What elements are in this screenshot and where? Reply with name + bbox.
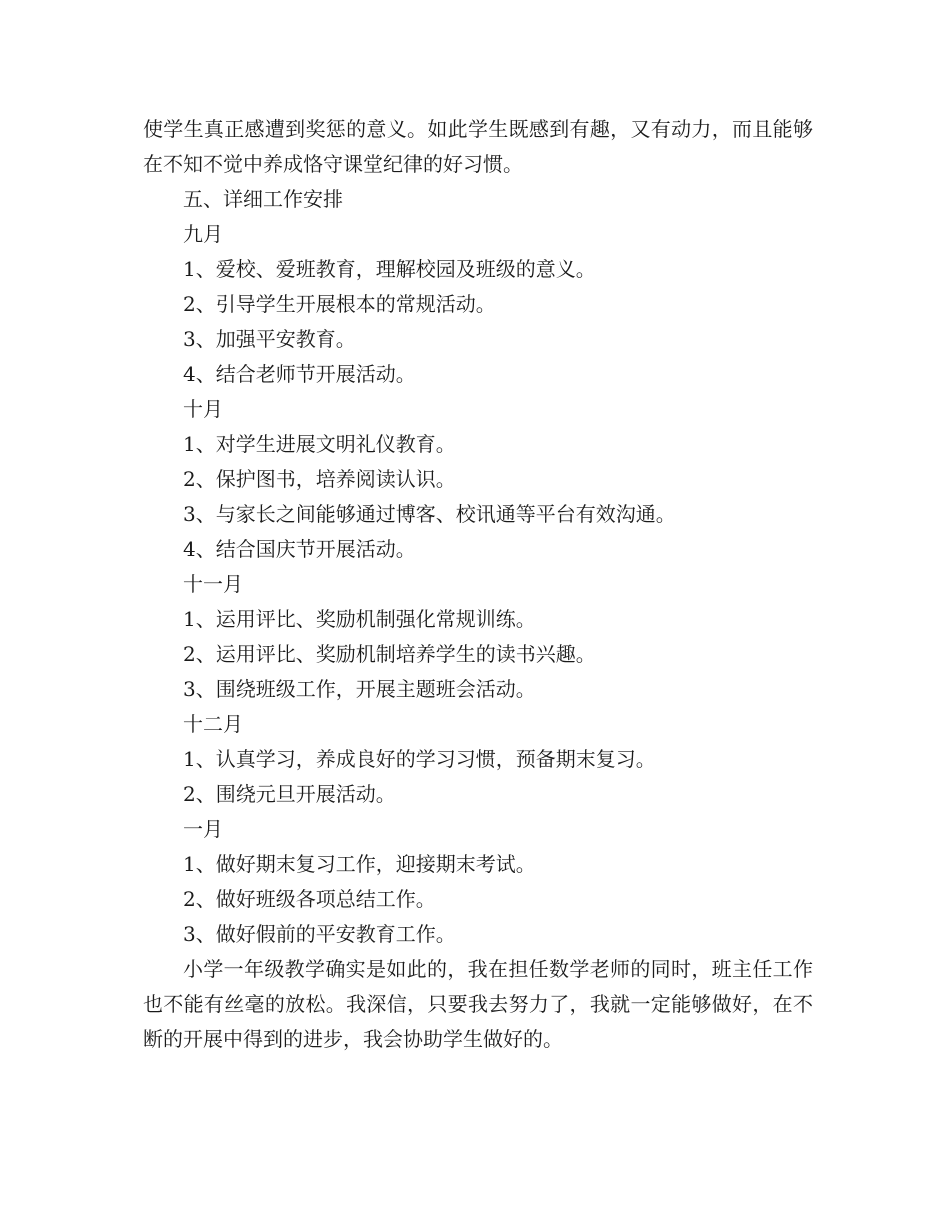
month-heading-september: 九月 <box>183 222 223 246</box>
list-item: 1、爱校、爱班教育，理解校园及班级的意义。 <box>183 257 596 281</box>
month-heading-october: 十月 <box>183 397 223 421</box>
list-item: 2、围绕元旦开展活动。 <box>183 782 396 806</box>
list-item: 1、认真学习，养成良好的学习习惯，预备期末复习。 <box>183 747 656 771</box>
month-heading-january: 一月 <box>183 817 223 841</box>
month-heading-november: 十一月 <box>183 572 243 596</box>
list-item: 4、结合老师节开展活动。 <box>183 362 416 386</box>
section-heading: 五、详细工作安排 <box>183 187 343 211</box>
list-item: 1、运用评比、奖励机制强化常规训练。 <box>183 607 536 631</box>
list-item: 2、引导学生开展根本的常规活动。 <box>183 292 496 316</box>
list-item: 1、做好期末复习工作，迎接期末考试。 <box>183 852 536 876</box>
opening-paragraph: 使学生真正感遭到奖惩的意义。如此学生既感到有趣，又有动力，而且能够在不知不觉中养成恪守课堂纪律的好习惯。 <box>143 117 813 176</box>
document-body <box>143 112 813 1057</box>
list-item: 4、结合国庆节开展活动。 <box>183 537 416 561</box>
list-item: 3、做好假前的平安教育工作。 <box>183 922 456 946</box>
list-item: 2、保护图书，培养阅读认识。 <box>183 467 456 491</box>
list-item: 2、做好班级各项总结工作。 <box>183 887 436 911</box>
list-item: 3、加强平安教育。 <box>183 327 356 351</box>
closing-paragraph: 小学一年级教学确实是如此的，我在担任数学老师的同时，班主任工作也不能有丝毫的放松。我深信，只要我去努力了，我就一定能够做好，在不断的开展中得到的进步，我会协助学生做好的。 <box>143 957 813 1051</box>
list-item: 3、围绕班级工作，开展主题班会活动。 <box>183 677 536 701</box>
list-item: 2、运用评比、奖励机制培养学生的读书兴趣。 <box>183 642 596 666</box>
list-item: 1、对学生进展文明礼仪教育。 <box>183 432 456 456</box>
list-item: 3、与家长之间能够通过博客、校讯通等平台有效沟通。 <box>183 502 676 526</box>
month-heading-december: 十二月 <box>183 712 243 736</box>
